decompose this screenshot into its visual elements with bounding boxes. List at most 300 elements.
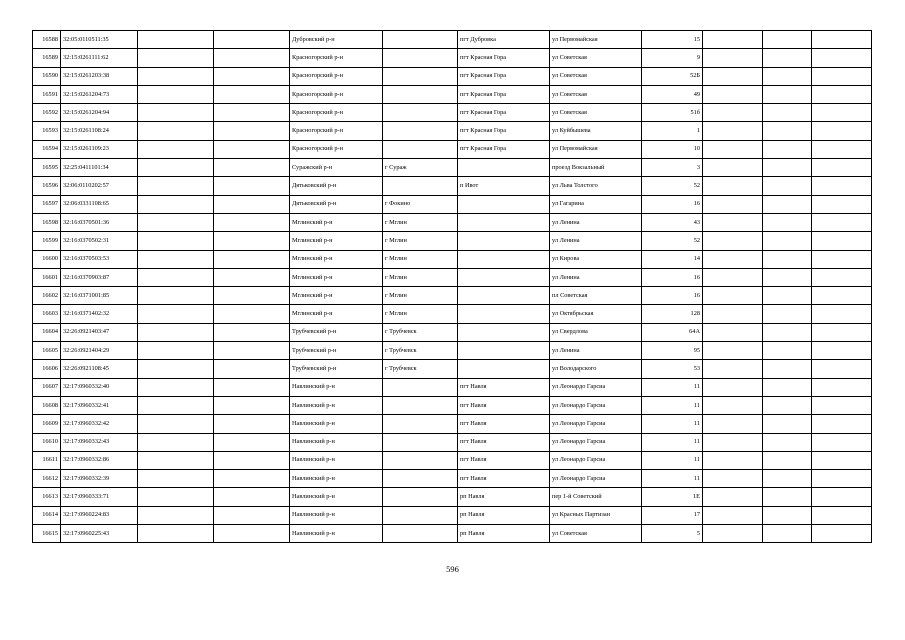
blank-a-cell: [138, 287, 214, 305]
blank-a-cell: [138, 232, 214, 250]
blank-e-cell: [812, 342, 872, 360]
settlement-cell: [458, 250, 550, 268]
street-cell: ул Советская: [550, 104, 642, 122]
blank-b-cell: [214, 159, 290, 177]
blank-a-cell: [138, 433, 214, 451]
city-cell: г Трубчевск: [383, 323, 458, 341]
blank-a-cell: [138, 177, 214, 195]
district-cell: Навлинский р-н: [290, 433, 383, 451]
table-row: [33, 378, 872, 396]
blank-c-cell: [703, 488, 763, 506]
blank-e-cell: [812, 323, 872, 341]
settlement-cell: пгт Красная Гора: [458, 104, 550, 122]
blank-a-cell: [138, 378, 214, 396]
row-number-cell: 16591: [33, 85, 61, 103]
row-number-cell: 16592: [33, 104, 61, 122]
street-cell: ул Гагарина: [550, 195, 642, 213]
table-row: [33, 177, 872, 195]
blank-d-cell: [763, 213, 812, 231]
street-cell: проезд Вокзальный: [550, 159, 642, 177]
table-row: [33, 470, 872, 488]
row-number-cell: 16611: [33, 451, 61, 469]
district-cell: Мглинский р-н: [290, 232, 383, 250]
table-row: [33, 360, 872, 378]
district-cell: Мглинский р-н: [290, 213, 383, 231]
blank-e-cell: [812, 488, 872, 506]
district-cell: Трубчевский р-н: [290, 360, 383, 378]
district-cell: Мглинский р-н: [290, 250, 383, 268]
blank-b-cell: [214, 378, 290, 396]
settlement-cell: пгт Красная Гора: [458, 67, 550, 85]
street-cell: ул Ленина: [550, 342, 642, 360]
blank-e-cell: [812, 268, 872, 286]
house-number-cell: 3: [642, 159, 703, 177]
city-cell: г Трубчевск: [383, 360, 458, 378]
cadastral-number-cell: 32:16:0370501:36: [61, 213, 138, 231]
blank-a-cell: [138, 342, 214, 360]
city-cell: [383, 378, 458, 396]
page-number: 596: [446, 564, 459, 574]
table-row: [33, 525, 872, 543]
street-cell: пер 1-й Советский: [550, 488, 642, 506]
blank-a-cell: [138, 159, 214, 177]
blank-a-cell: [138, 323, 214, 341]
table-row: [33, 140, 872, 158]
district-cell: Мглинский р-н: [290, 287, 383, 305]
house-number-cell: 11: [642, 470, 703, 488]
blank-c-cell: [703, 268, 763, 286]
blank-d-cell: [763, 195, 812, 213]
row-number-cell: 16601: [33, 268, 61, 286]
blank-d-cell: [763, 159, 812, 177]
district-cell: Красногорский р-н: [290, 104, 383, 122]
blank-d-cell: [763, 287, 812, 305]
house-number-cell: 9: [642, 49, 703, 67]
city-cell: [383, 396, 458, 414]
blank-a-cell: [138, 213, 214, 231]
table-row: [33, 415, 872, 433]
district-cell: Мглинский р-н: [290, 268, 383, 286]
cadastral-number-cell: 32:15:0261109:23: [61, 140, 138, 158]
row-number-cell: 16589: [33, 49, 61, 67]
table-row: [33, 506, 872, 524]
house-number-cell: 95: [642, 342, 703, 360]
blank-b-cell: [214, 268, 290, 286]
city-cell: [383, 506, 458, 524]
blank-a-cell: [138, 415, 214, 433]
blank-c-cell: [703, 323, 763, 341]
blank-b-cell: [214, 49, 290, 67]
district-cell: Суражский р-н: [290, 159, 383, 177]
blank-e-cell: [812, 433, 872, 451]
table-row: [33, 433, 872, 451]
blank-b-cell: [214, 250, 290, 268]
house-number-cell: 17: [642, 506, 703, 524]
street-cell: ул Леонардо Гарсиа: [550, 396, 642, 414]
blank-a-cell: [138, 488, 214, 506]
settlement-cell: [458, 213, 550, 231]
table-row: [33, 195, 872, 213]
table-row: [33, 232, 872, 250]
cadastral-number-cell: 32:16:0371402:32: [61, 305, 138, 323]
registry-sheet: [32, 30, 872, 543]
settlement-cell: пгт Красная Гора: [458, 49, 550, 67]
blank-c-cell: [703, 159, 763, 177]
blank-a-cell: [138, 31, 214, 49]
house-number-cell: 52: [642, 177, 703, 195]
cadastral-number-cell: 32:15:0261111:62: [61, 49, 138, 67]
blank-b-cell: [214, 470, 290, 488]
blank-c-cell: [703, 506, 763, 524]
house-number-cell: 11: [642, 415, 703, 433]
city-cell: [383, 470, 458, 488]
table-row: [33, 122, 872, 140]
blank-a-cell: [138, 85, 214, 103]
row-number-cell: 16605: [33, 342, 61, 360]
street-cell: ул Ленина: [550, 232, 642, 250]
street-cell: ул Ленина: [550, 268, 642, 286]
blank-a-cell: [138, 250, 214, 268]
blank-d-cell: [763, 433, 812, 451]
settlement-cell: [458, 287, 550, 305]
blank-c-cell: [703, 195, 763, 213]
row-number-cell: 16599: [33, 232, 61, 250]
blank-e-cell: [812, 31, 872, 49]
street-cell: ул Ленина: [550, 213, 642, 231]
blank-d-cell: [763, 85, 812, 103]
blank-a-cell: [138, 396, 214, 414]
table-row: [33, 342, 872, 360]
row-number-cell: 16604: [33, 323, 61, 341]
district-cell: Мглинский р-н: [290, 305, 383, 323]
cadastral-number-cell: 32:17:0960332:86: [61, 451, 138, 469]
row-number-cell: 16615: [33, 525, 61, 543]
district-cell: Дубровский р-н: [290, 31, 383, 49]
district-cell: Навлинский р-н: [290, 506, 383, 524]
blank-d-cell: [763, 140, 812, 158]
district-cell: Навлинский р-н: [290, 488, 383, 506]
blank-d-cell: [763, 342, 812, 360]
city-cell: г Трубчевск: [383, 342, 458, 360]
blank-d-cell: [763, 104, 812, 122]
cadastral-number-cell: 32:06:0110202:57: [61, 177, 138, 195]
street-cell: ул Леонардо Гарсиа: [550, 415, 642, 433]
house-number-cell: 16: [642, 287, 703, 305]
row-number-cell: 16602: [33, 287, 61, 305]
blank-b-cell: [214, 360, 290, 378]
table-row: [33, 488, 872, 506]
blank-c-cell: [703, 213, 763, 231]
blank-c-cell: [703, 287, 763, 305]
blank-a-cell: [138, 122, 214, 140]
settlement-cell: рп Навля: [458, 506, 550, 524]
street-cell: ул Советская: [550, 49, 642, 67]
street-cell: ул Первомайская: [550, 31, 642, 49]
street-cell: ул Леонардо Гарсиа: [550, 378, 642, 396]
cadastral-number-cell: 32:17:0960333:71: [61, 488, 138, 506]
blank-b-cell: [214, 305, 290, 323]
house-number-cell: 11: [642, 396, 703, 414]
district-cell: Навлинский р-н: [290, 451, 383, 469]
city-cell: [383, 488, 458, 506]
cadastral-number-cell: 32:16:0370503:53: [61, 250, 138, 268]
row-number-cell: 16612: [33, 470, 61, 488]
blank-d-cell: [763, 177, 812, 195]
table-row: [33, 323, 872, 341]
row-number-cell: 16588: [33, 31, 61, 49]
blank-c-cell: [703, 415, 763, 433]
city-cell: [383, 415, 458, 433]
house-number-cell: 1: [642, 122, 703, 140]
settlement-cell: пгт Навля: [458, 451, 550, 469]
settlement-cell: рп Навля: [458, 488, 550, 506]
blank-a-cell: [138, 525, 214, 543]
cadastral-number-cell: 32:16:0370903:87: [61, 268, 138, 286]
blank-b-cell: [214, 287, 290, 305]
city-cell: [383, 122, 458, 140]
house-number-cell: 16: [642, 268, 703, 286]
blank-d-cell: [763, 378, 812, 396]
blank-e-cell: [812, 506, 872, 524]
blank-d-cell: [763, 488, 812, 506]
cadastral-number-cell: 32:17:0960332:42: [61, 415, 138, 433]
settlement-cell: пгт Дубровка: [458, 31, 550, 49]
blank-a-cell: [138, 49, 214, 67]
house-number-cell: 16: [642, 195, 703, 213]
blank-d-cell: [763, 451, 812, 469]
blank-c-cell: [703, 451, 763, 469]
blank-b-cell: [214, 342, 290, 360]
cadastral-number-cell: 32:06:0331108:65: [61, 195, 138, 213]
city-cell: [383, 104, 458, 122]
city-cell: [383, 140, 458, 158]
blank-c-cell: [703, 396, 763, 414]
city-cell: [383, 525, 458, 543]
city-cell: г Мглин: [383, 213, 458, 231]
row-number-cell: 16607: [33, 378, 61, 396]
blank-e-cell: [812, 451, 872, 469]
blank-e-cell: [812, 195, 872, 213]
city-cell: [383, 451, 458, 469]
table-row: [33, 159, 872, 177]
district-cell: Навлинский р-н: [290, 415, 383, 433]
street-cell: ул Советская: [550, 67, 642, 85]
cadastral-number-cell: 32:15:0261108:24: [61, 122, 138, 140]
blank-e-cell: [812, 104, 872, 122]
district-cell: Красногорский р-н: [290, 122, 383, 140]
blank-d-cell: [763, 67, 812, 85]
street-cell: ул Советская: [550, 525, 642, 543]
blank-d-cell: [763, 506, 812, 524]
cadastral-number-cell: 32:25:0411101:34: [61, 159, 138, 177]
city-cell: [383, 31, 458, 49]
cadastral-number-cell: 32:16:0371001:85: [61, 287, 138, 305]
settlement-cell: [458, 268, 550, 286]
settlement-cell: пгт Красная Гора: [458, 122, 550, 140]
house-number-cell: 64А: [642, 323, 703, 341]
blank-d-cell: [763, 525, 812, 543]
blank-b-cell: [214, 232, 290, 250]
blank-e-cell: [812, 250, 872, 268]
cadastral-number-cell: 32:15:0261204:73: [61, 85, 138, 103]
district-cell: Красногорский р-н: [290, 85, 383, 103]
blank-d-cell: [763, 470, 812, 488]
blank-c-cell: [703, 104, 763, 122]
table-row: [33, 250, 872, 268]
district-cell: Навлинский р-н: [290, 396, 383, 414]
blank-b-cell: [214, 122, 290, 140]
cadastral-number-cell: 32:15:0261203:38: [61, 67, 138, 85]
house-number-cell: 128: [642, 305, 703, 323]
blank-c-cell: [703, 470, 763, 488]
row-number-cell: 16595: [33, 159, 61, 177]
cadastral-number-cell: 32:17:0960224:83: [61, 506, 138, 524]
cadastral-number-cell: 32:15:0261204:94: [61, 104, 138, 122]
house-number-cell: 52Б: [642, 67, 703, 85]
blank-e-cell: [812, 213, 872, 231]
table-row: [33, 268, 872, 286]
blank-a-cell: [138, 67, 214, 85]
blank-d-cell: [763, 323, 812, 341]
blank-b-cell: [214, 433, 290, 451]
house-number-cell: 11: [642, 451, 703, 469]
cadastral-number-cell: 32:17:0960332:39: [61, 470, 138, 488]
blank-d-cell: [763, 268, 812, 286]
row-number-cell: 16606: [33, 360, 61, 378]
blank-b-cell: [214, 213, 290, 231]
blank-e-cell: [812, 159, 872, 177]
table-row: [33, 396, 872, 414]
settlement-cell: пгт Красная Гора: [458, 140, 550, 158]
blank-c-cell: [703, 305, 763, 323]
blank-d-cell: [763, 305, 812, 323]
city-cell: г Мглин: [383, 287, 458, 305]
blank-a-cell: [138, 305, 214, 323]
settlement-cell: [458, 360, 550, 378]
district-cell: Дятьковский р-н: [290, 195, 383, 213]
blank-c-cell: [703, 67, 763, 85]
registry-body: [33, 31, 872, 543]
district-cell: Красногорский р-н: [290, 67, 383, 85]
district-cell: Навлинский р-н: [290, 470, 383, 488]
blank-d-cell: [763, 415, 812, 433]
district-cell: Дятьковский р-н: [290, 177, 383, 195]
blank-d-cell: [763, 396, 812, 414]
city-cell: г Сураж: [383, 159, 458, 177]
blank-b-cell: [214, 85, 290, 103]
blank-c-cell: [703, 360, 763, 378]
city-cell: [383, 433, 458, 451]
blank-d-cell: [763, 49, 812, 67]
settlement-cell: пгт Навля: [458, 470, 550, 488]
settlement-cell: пгт Навля: [458, 433, 550, 451]
street-cell: ул Красных Партизан: [550, 506, 642, 524]
house-number-cell: 14: [642, 250, 703, 268]
blank-c-cell: [703, 250, 763, 268]
blank-e-cell: [812, 525, 872, 543]
house-number-cell: 11: [642, 378, 703, 396]
settlement-cell: [458, 342, 550, 360]
blank-a-cell: [138, 140, 214, 158]
street-cell: ул Леонардо Гарсиа: [550, 433, 642, 451]
blank-c-cell: [703, 525, 763, 543]
street-cell: пл Советская: [550, 287, 642, 305]
cadastral-number-cell: 32:26:0921108:45: [61, 360, 138, 378]
settlement-cell: [458, 305, 550, 323]
row-number-cell: 16590: [33, 67, 61, 85]
street-cell: ул Леонардо Гарсиа: [550, 470, 642, 488]
blank-e-cell: [812, 305, 872, 323]
blank-b-cell: [214, 67, 290, 85]
blank-e-cell: [812, 287, 872, 305]
blank-d-cell: [763, 250, 812, 268]
house-number-cell: 1Е: [642, 488, 703, 506]
district-cell: Трубчевский р-н: [290, 342, 383, 360]
house-number-cell: 43: [642, 213, 703, 231]
blank-b-cell: [214, 506, 290, 524]
table-row: [33, 213, 872, 231]
blank-d-cell: [763, 360, 812, 378]
district-cell: Навлинский р-н: [290, 525, 383, 543]
blank-b-cell: [214, 323, 290, 341]
blank-b-cell: [214, 177, 290, 195]
blank-c-cell: [703, 49, 763, 67]
city-cell: [383, 67, 458, 85]
settlement-cell: [458, 323, 550, 341]
blank-e-cell: [812, 122, 872, 140]
house-number-cell: 5: [642, 525, 703, 543]
blank-e-cell: [812, 85, 872, 103]
settlement-cell: рп Навля: [458, 525, 550, 543]
house-number-cell: 52: [642, 232, 703, 250]
blank-a-cell: [138, 104, 214, 122]
row-number-cell: 16596: [33, 177, 61, 195]
row-number-cell: 16603: [33, 305, 61, 323]
city-cell: г Мглин: [383, 250, 458, 268]
blank-b-cell: [214, 104, 290, 122]
house-number-cell: 49: [642, 85, 703, 103]
street-cell: ул Кирова: [550, 250, 642, 268]
blank-a-cell: [138, 268, 214, 286]
blank-a-cell: [138, 506, 214, 524]
blank-b-cell: [214, 31, 290, 49]
cadastral-number-cell: 32:17:0960332:40: [61, 378, 138, 396]
city-cell: г Мглин: [383, 232, 458, 250]
row-number-cell: 16600: [33, 250, 61, 268]
street-cell: ул Леонардо Гарсиа: [550, 451, 642, 469]
table-row: [33, 287, 872, 305]
blank-b-cell: [214, 140, 290, 158]
row-number-cell: 16598: [33, 213, 61, 231]
city-cell: г Фокино: [383, 195, 458, 213]
blank-c-cell: [703, 378, 763, 396]
street-cell: ул Володарского: [550, 360, 642, 378]
blank-e-cell: [812, 49, 872, 67]
blank-a-cell: [138, 360, 214, 378]
blank-e-cell: [812, 415, 872, 433]
row-number-cell: 16593: [33, 122, 61, 140]
blank-c-cell: [703, 342, 763, 360]
settlement-cell: [458, 195, 550, 213]
district-cell: Красногорский р-н: [290, 140, 383, 158]
blank-e-cell: [812, 177, 872, 195]
blank-c-cell: [703, 85, 763, 103]
street-cell: ул Октябрьская: [550, 305, 642, 323]
settlement-cell: пгт Навля: [458, 396, 550, 414]
cadastral-number-cell: 32:16:0370502:31: [61, 232, 138, 250]
street-cell: ул Льва Толстого: [550, 177, 642, 195]
settlement-cell: [458, 159, 550, 177]
